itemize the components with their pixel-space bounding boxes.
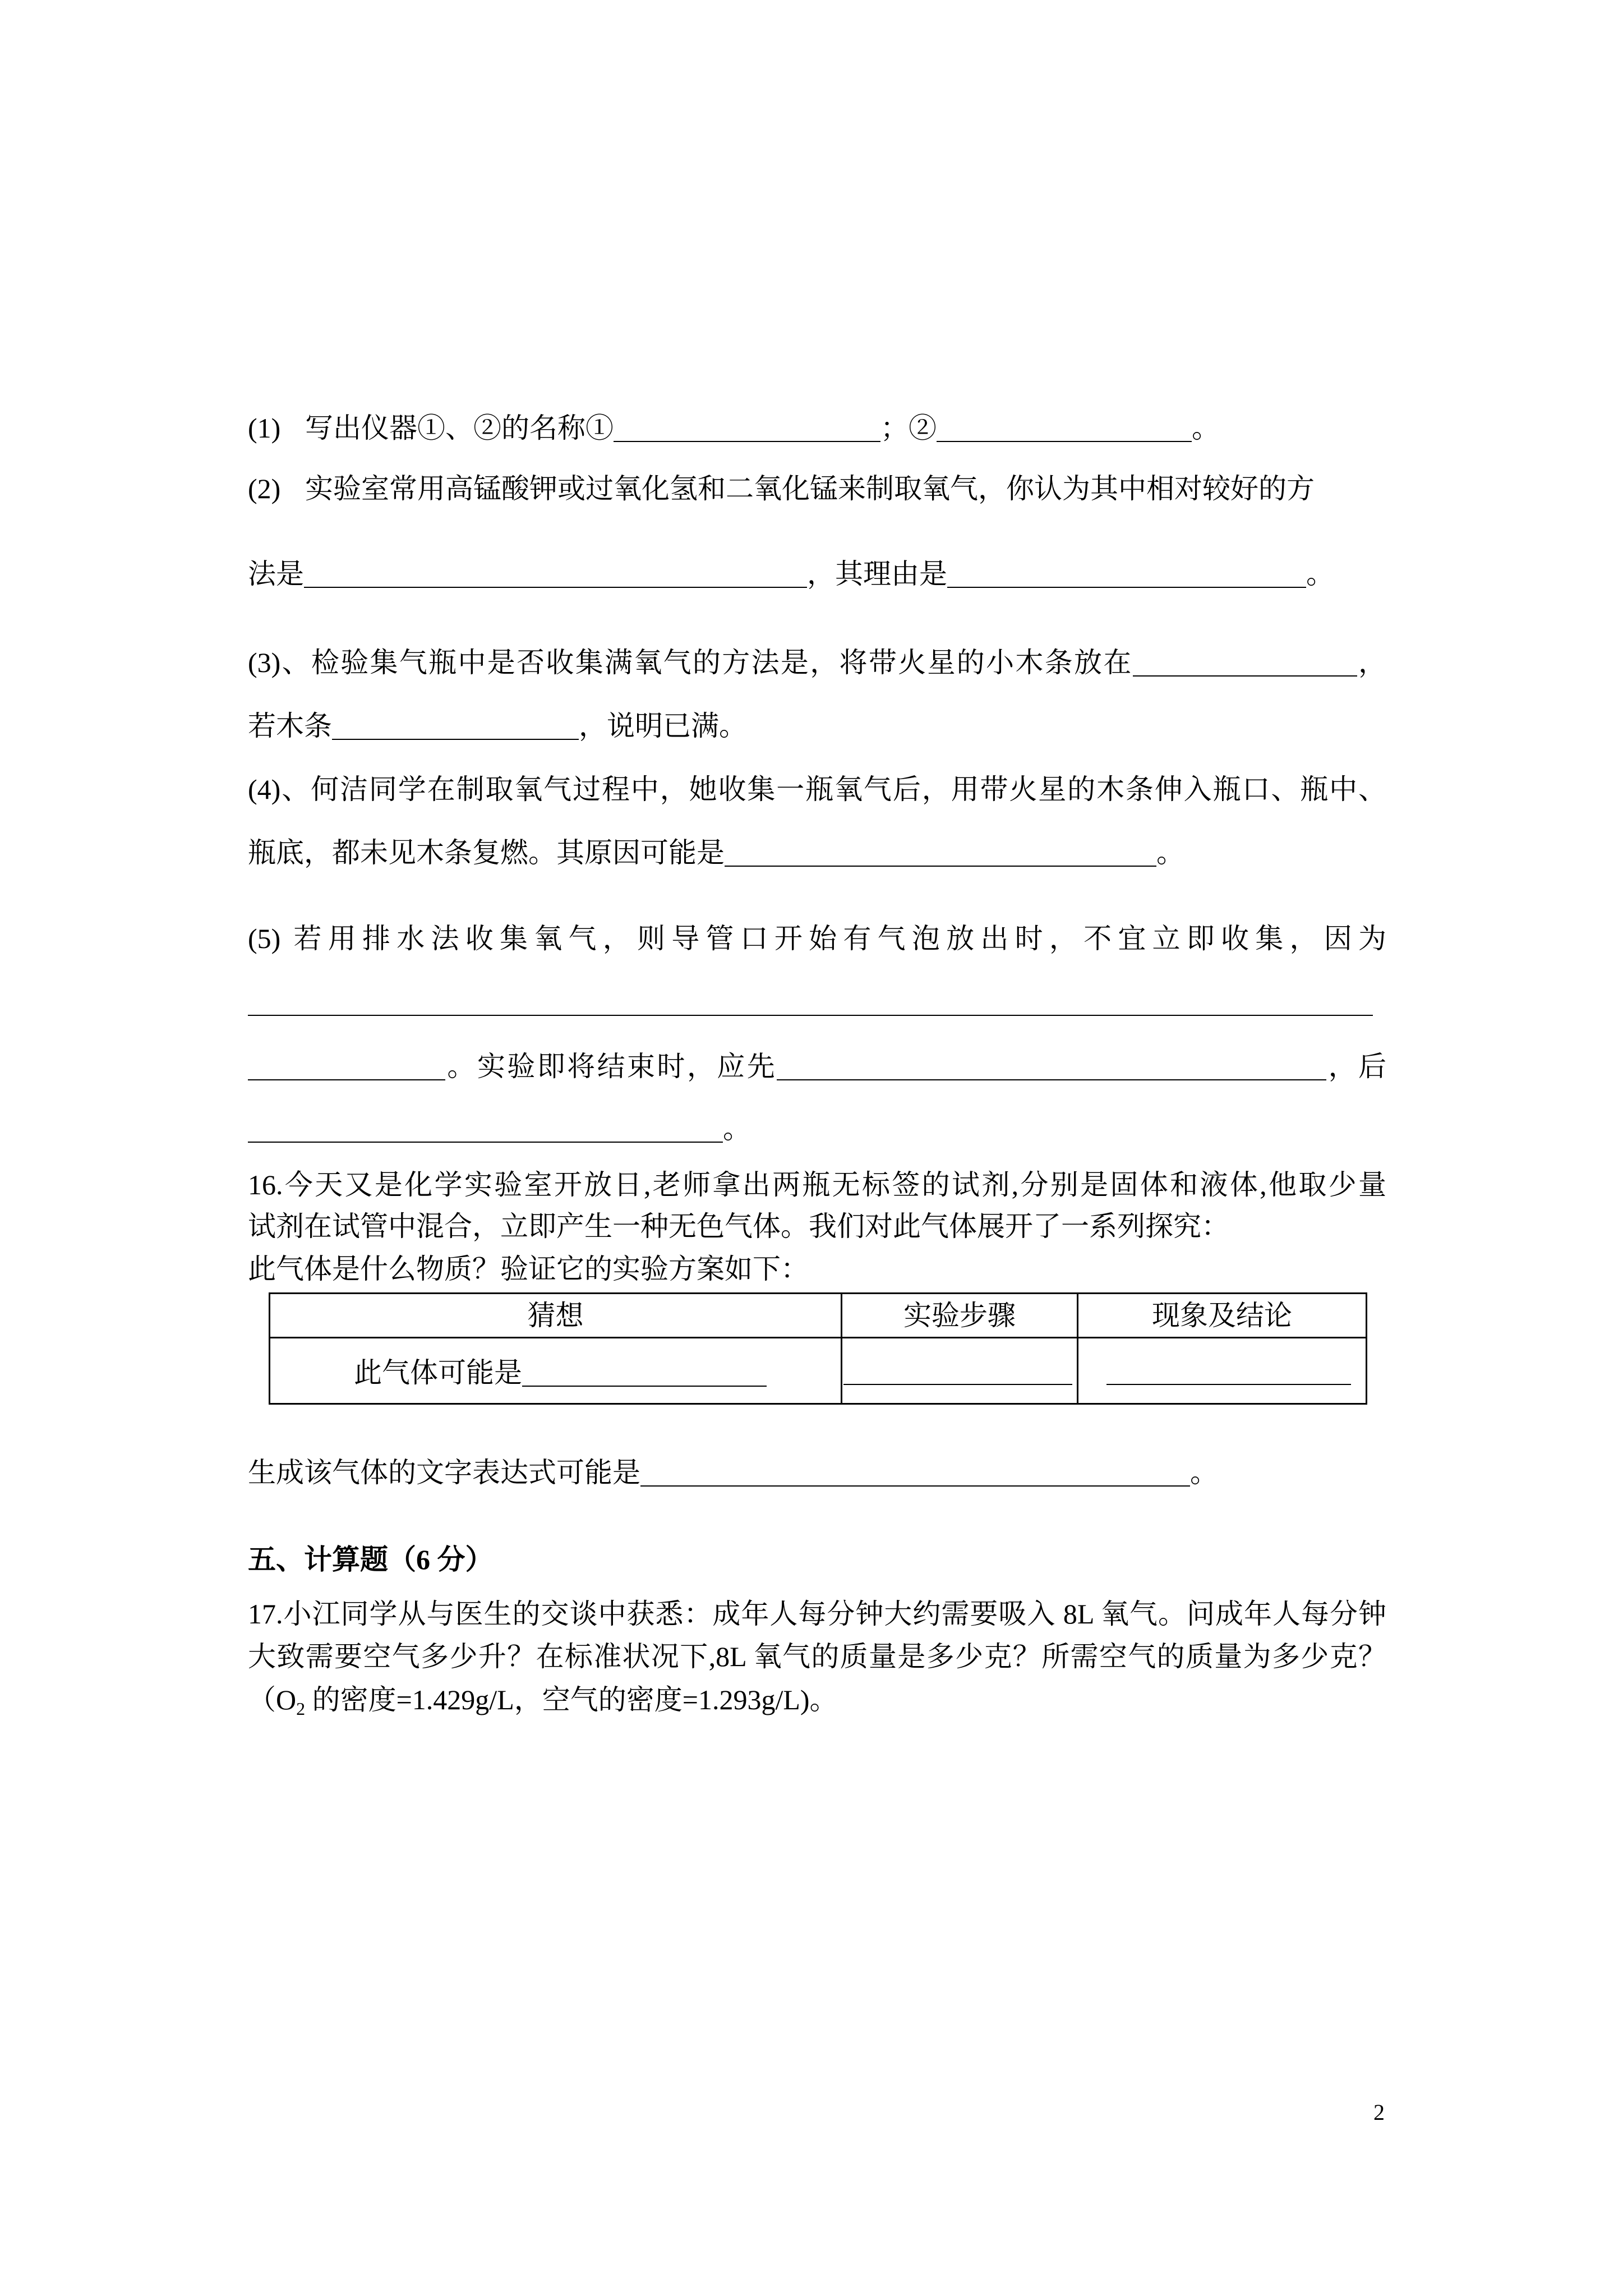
answer-blank-instrument-2 (937, 441, 1192, 442)
header-conclusion: 现象及结论 (1078, 1294, 1367, 1338)
note-open: （O (248, 1684, 297, 1715)
question-text: ，其理由是 (807, 558, 947, 590)
q15-part1-line (248, 411, 1220, 445)
question-text: 试剂在试管中混合，立即产生一种无色气体。我们对此气体展开了一系列探究： (248, 1211, 1229, 1242)
question-text: ，说明已满。 (579, 710, 747, 742)
question-text: 小江同学从与医生的交谈中获悉：成年人每分钟大约需要吸入 8L 氧气。问成年人每分钟 (283, 1598, 1386, 1630)
punctuation: 。 (723, 1113, 751, 1144)
punctuation: 。 (1306, 558, 1334, 590)
q17-line1 (248, 1597, 1386, 1631)
q15-part5-line4 (248, 1112, 751, 1145)
punctuation: ， (1357, 647, 1386, 678)
answer-blank-phenomenon (332, 739, 579, 740)
part-label: (1) (248, 412, 281, 444)
q16-expression-line (248, 1456, 1218, 1489)
punctuation: 。 (1190, 1457, 1218, 1488)
question-text: 若用排水法收集氧气，则导管口开始有气泡放出时，不宜立即收集，因为 (287, 923, 1386, 954)
answer-blank-position (1133, 675, 1357, 677)
question-text: 法是 (248, 558, 304, 590)
q17-line2 (248, 1640, 1386, 1673)
part-label: (3) (248, 647, 281, 678)
question-text: ，后 (1326, 1051, 1386, 1082)
answer-blank-gas (522, 1386, 767, 1387)
q15-part3-line2 (248, 709, 747, 743)
question-number: 16. (248, 1169, 283, 1200)
part-label: (5) (248, 923, 281, 954)
question-text: 生成该气体的文字表达式可能是 (248, 1457, 640, 1488)
punctuation: 。 (1192, 412, 1220, 444)
question-text: 实验室常用高锰酸钾或过氧化氢和二氧化锰来制取氧气，你认为其中相对较好的方 (305, 473, 1315, 504)
question-text: 此气体是什么物质？验证它的实验方案如下： (248, 1253, 809, 1285)
note-text: 的密度=1.429g/L，空气的密度=1.293g/L)。 (305, 1684, 838, 1715)
q15-part4-line2 (248, 836, 1184, 869)
q15-part2-line1 (248, 472, 1315, 505)
question-text: 若木条 (248, 710, 332, 742)
q15-part3-line1 (248, 646, 1386, 679)
guess-label: 此气体可能是 (354, 1357, 522, 1388)
question-text: 、检验集气瓶中是否收集满氧气的方法是，将带火星的小木条放在 (280, 647, 1133, 678)
answer-blank-conclusion (1106, 1384, 1351, 1385)
question-number: 17. (248, 1598, 283, 1630)
answer-blank-cause (725, 866, 1156, 867)
q17-note-line (248, 1683, 838, 1717)
question-text: 、何洁同学在制取氧气过程中，她收集一瓶氧气后，用带火星的木条伸入瓶口、瓶中、 (280, 774, 1386, 805)
q16-line2 (248, 1209, 1229, 1243)
punctuation: 。 (1156, 837, 1184, 868)
subscript: 2 (296, 1699, 306, 1719)
answer-blank-because-line (248, 1015, 1373, 1016)
q15-part5-line1 (248, 922, 1386, 955)
answer-blank-method (304, 587, 807, 588)
question-text: 。实验即将结束时，应先 (445, 1051, 777, 1082)
cell-steps (842, 1338, 1078, 1404)
part-label: (4) (248, 774, 281, 805)
q16-line1 (248, 1168, 1386, 1202)
answer-blank-second-step (248, 1142, 723, 1143)
cell-conclusion (1078, 1338, 1367, 1404)
q15-part2-line2 (248, 557, 1334, 591)
part-label: (2) (248, 473, 281, 504)
table-header-row (270, 1294, 1367, 1338)
question-text: 大致需要空气多少升？在标准状况下,8L 氧气的质量是多少克？所需空气的质量为多少克？ (248, 1641, 1386, 1672)
header-guess: 猜想 (270, 1294, 842, 1338)
question-text: 写出仪器①、②的名称① (305, 412, 614, 444)
question-text: 今天又是化学实验室开放日,老师拿出两瓶无标签的试剂,分别是固体和液体,他取少量 (283, 1169, 1386, 1200)
answer-blank-expression (640, 1485, 1190, 1487)
page-number: 2 (1373, 2100, 1385, 2125)
answer-blank-because-end (248, 1079, 445, 1080)
answer-blank-steps (843, 1384, 1072, 1385)
q15-part4-line1 (248, 772, 1386, 806)
q15-part5-line3 (248, 1050, 1386, 1083)
section-heading: 五、计算题（6 分） (248, 1544, 494, 1575)
experiment-plan-table (269, 1292, 1367, 1405)
cell-guess (270, 1338, 842, 1404)
q16-line3 (248, 1252, 809, 1286)
answer-blank-first-step (777, 1079, 1326, 1080)
question-text: 瓶底，都未见木条复燃。其原因可能是 (248, 837, 725, 868)
table-row (270, 1338, 1367, 1404)
header-steps: 实验步骤 (842, 1294, 1078, 1338)
answer-blank-reason (947, 587, 1306, 588)
answer-blank-instrument-1 (614, 441, 880, 442)
question-text: ；② (880, 412, 937, 444)
